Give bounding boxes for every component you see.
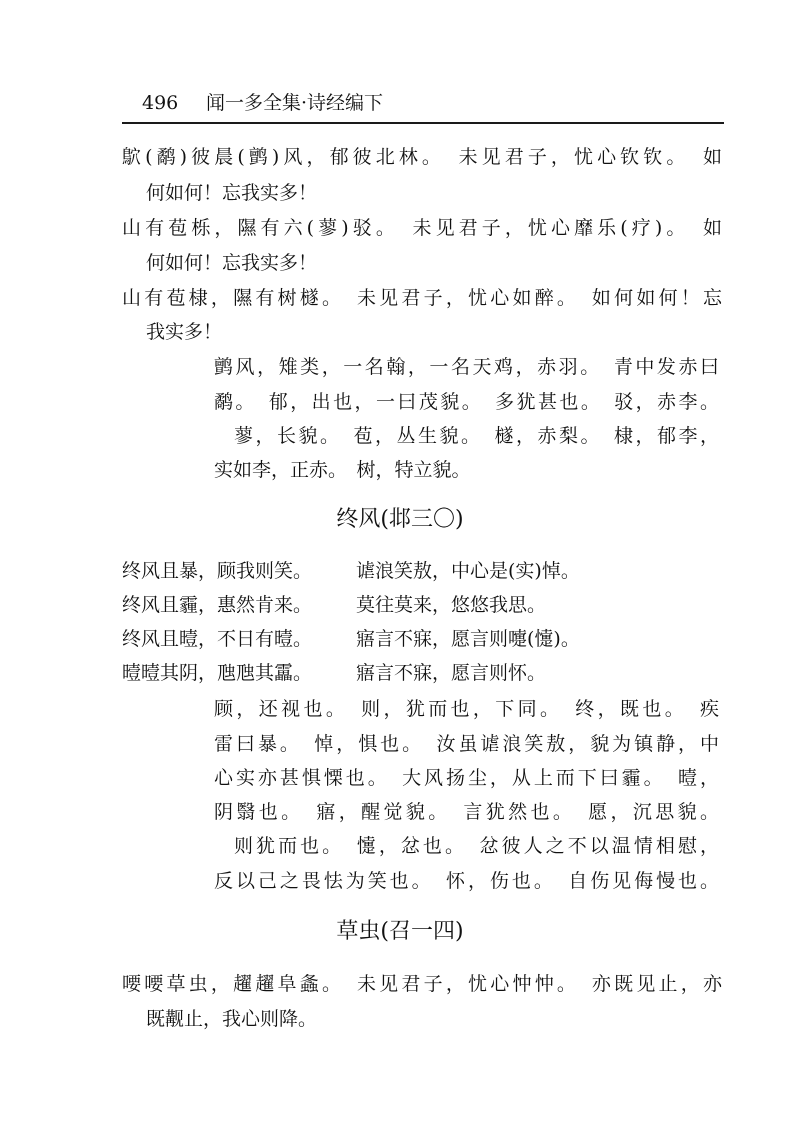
commentary-line: 雷曰暴。 悼，惧也。 汝虽谑浪笑敖，貌为镇静，中 xyxy=(214,733,719,755)
commentary-line: 鹯风，雉类，一名翰，一名天鸡，赤羽。 青中发赤曰 xyxy=(214,356,719,378)
verse-half: 曀曀其阴，虺虺其靁。 xyxy=(122,662,313,684)
verse-line: 鴥(鹬)彼晨(鹯)风，郁彼北林。 未见君子，忧心钦钦。 如 xyxy=(122,146,722,168)
verse-half: 寤言不寐，愿言则嚏(懥)。 xyxy=(356,628,580,650)
verse-line: 喓喓草虫，趯趯阜螽。 未见君子，忧心忡忡。 亦既见止，亦 xyxy=(122,973,722,995)
commentary-line: 蓼，长貌。 苞，丛生貌。 檖，赤梨。 棣，郁李， xyxy=(234,425,719,447)
verse-half: 终风且霾，惠然肯来。 xyxy=(122,594,313,616)
header-rule xyxy=(122,122,724,124)
poem-title: 草虫(召一四) xyxy=(336,919,464,944)
verse-line: 山有苞栎，隰有六(蓼)驳。 未见君子，忧心靡乐(疗)。 如 xyxy=(122,217,722,239)
verse-half: 终风且曀，不日有曀。 xyxy=(122,628,313,650)
verse-line: 何如何！忘我实多！ xyxy=(146,182,318,204)
commentary-line: 反以己之畏怯为笑也。 怀，伤也。 自伤见侮慢也。 xyxy=(214,870,719,892)
verse-half: 终风且暴，顾我则笑。 xyxy=(122,560,313,582)
verse-line xyxy=(122,624,580,654)
running-header xyxy=(122,88,722,118)
verse-half: 莫往莫来，悠悠我思。 xyxy=(356,594,547,616)
commentary-line: 鹬。 郁，出也，一曰茂貌。 多犹甚也。 驳，赤李。 xyxy=(214,391,719,413)
verse-line: 何如何！忘我实多！ xyxy=(146,252,318,274)
page-number: 496 xyxy=(142,92,179,114)
verse-line xyxy=(122,658,546,688)
verse-line xyxy=(122,590,546,620)
commentary-line: 实如李，正赤。 树，特立貌。 xyxy=(214,459,471,481)
running-title: 闻一多全集·诗经编下 xyxy=(206,92,384,114)
commentary-line: 则犹而也。 懥，忿也。 忿彼人之不以温情相慰， xyxy=(234,835,719,857)
verse-line xyxy=(122,556,580,586)
verse-half: 谑浪笑敖，中心是(实)悼。 xyxy=(356,560,580,582)
verse-line: 我实多！ xyxy=(146,321,223,343)
commentary-line: 顾，还视也。 则，犹而也，下同。 终，既也。 疾 xyxy=(214,698,719,720)
verse-line: 山有苞棣，隰有树檖。 未见君子，忧心如醉。 如何如何！忘 xyxy=(122,287,722,309)
commentary-line: 阴翳也。 寤，醒觉貌。 言犹然也。 愿，沉思貌。 xyxy=(214,801,719,823)
poem-title: 终风(邶三〇) xyxy=(336,507,464,532)
commentary-line: 心实亦甚惧慄也。 大风扬尘，从上而下曰霾。 曀， xyxy=(214,767,719,789)
verse-half: 寤言不寐，愿言则怀。 xyxy=(356,662,547,684)
verse-line: 既觏止，我心则降。 xyxy=(146,1008,318,1030)
